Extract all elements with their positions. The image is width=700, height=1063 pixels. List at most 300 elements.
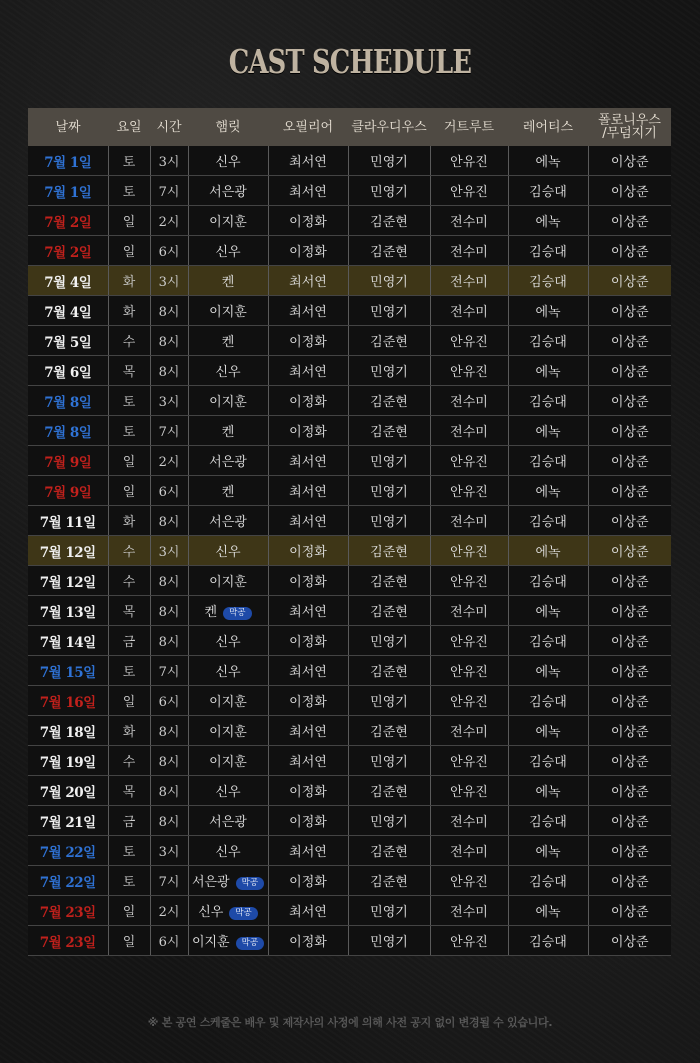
cell-polonius [588,356,671,386]
header-polonius: 폴로니우스 /무덤지기 [588,108,671,146]
header-day: 요일 [108,108,150,146]
gertrude-text: 전수미 [450,395,488,410]
polonius-text: 이상준 [610,245,649,260]
cell-hamlet [188,476,268,506]
gertrude-text: 안유진 [450,335,488,350]
day-text: 수 [122,545,136,560]
day-text: 토 [122,875,136,890]
cell-gertrude [430,536,508,566]
hamlet-text: 신우 [215,545,241,560]
cell-polonius [588,596,671,626]
cell-laertes [508,506,588,536]
cell-hamlet [188,836,268,866]
laertes-text: 김승대 [529,815,567,830]
cell-hamlet [188,596,268,626]
time-text: 8시 [158,575,180,590]
day-text: 화 [122,305,136,320]
gertrude-text: 전수미 [450,305,488,320]
claudius-text: 민영기 [370,365,408,380]
cell-claudius [348,536,430,566]
cell-date [28,746,108,776]
laertes-text: 김승대 [529,635,567,650]
day-text: 토 [122,155,136,170]
day-text: 수 [122,575,136,590]
time-text: 8시 [158,515,180,530]
cell-time [150,866,188,896]
cell-laertes [508,206,588,236]
table-row [28,836,671,866]
ophelia-text: 이정화 [289,875,327,890]
cell-claudius [348,476,430,506]
cell-polonius [588,866,671,896]
cell-claudius [348,356,430,386]
claudius-text: 김준현 [370,725,408,740]
cell-time [150,206,188,236]
hamlet-text: 켄 [221,425,235,440]
cell-gertrude [430,476,508,506]
cell-day [108,476,150,506]
cell-claudius [348,926,430,956]
date-text: 7월 9일 [44,484,92,501]
day-text: 목 [122,365,136,380]
laertes-text: 김승대 [529,335,567,350]
table-row [28,776,671,806]
cell-claudius [348,686,430,716]
cell-time [150,716,188,746]
cell-ophelia [268,746,348,776]
laertes-text: 김승대 [529,245,567,260]
ophelia-text: 최서연 [289,755,327,770]
cell-gertrude [430,836,508,866]
polonius-text: 이상준 [610,605,649,620]
cell-claudius [348,596,430,626]
hamlet-text: 서은광 [209,515,247,530]
cell-date [28,566,108,596]
claudius-text: 민영기 [370,635,408,650]
gertrude-text: 전수미 [450,905,488,920]
cell-laertes [508,596,588,626]
cell-ophelia [268,596,348,626]
hamlet-text: 신우 [198,905,224,920]
ophelia-text: 최서연 [289,185,327,200]
cell-date [28,926,108,956]
date-text: 7월 19일 [39,754,96,771]
cell-claudius [348,266,430,296]
cell-day [108,896,150,926]
time-text: 8시 [158,635,180,650]
hamlet-text: 켄 [221,485,235,500]
cell-day [108,416,150,446]
laertes-text: 에녹 [535,605,561,620]
hamlet-text: 신우 [215,785,241,800]
day-text: 일 [122,455,136,470]
cell-time [150,596,188,626]
time-text: 8시 [158,755,180,770]
cell-day [108,206,150,236]
hamlet-text: 이지훈 [209,755,247,770]
cell-date [28,236,108,266]
cell-claudius [348,716,430,746]
cell-time [150,836,188,866]
cell-ophelia [268,506,348,536]
cell-day [108,686,150,716]
cell-laertes [508,566,588,596]
ophelia-text: 이정화 [289,395,327,410]
time-text: 8시 [158,725,180,740]
cell-gertrude [430,686,508,716]
cell-day [108,506,150,536]
cell-hamlet [188,626,268,656]
cell-laertes [508,896,588,926]
cell-ophelia [268,356,348,386]
time-text: 8시 [158,605,180,620]
day-text: 수 [122,335,136,350]
cell-ophelia [268,866,348,896]
table-row [28,206,671,236]
polonius-text: 이상준 [610,545,649,560]
cell-gertrude [430,716,508,746]
cell-laertes [508,326,588,356]
polonius-text: 이상준 [610,695,649,710]
day-text: 일 [122,245,136,260]
table-row [28,506,671,536]
day-text: 목 [122,785,136,800]
claudius-text: 김준현 [370,605,408,620]
cell-claudius [348,416,430,446]
claudius-text: 민영기 [370,485,408,500]
cell-gertrude [430,776,508,806]
cell-time [150,476,188,506]
time-text: 7시 [158,425,180,440]
hamlet-text: 켄 [221,275,235,290]
cell-claudius [348,836,430,866]
cell-time [150,506,188,536]
ophelia-text: 이정화 [289,935,327,950]
gertrude-text: 전수미 [450,725,488,740]
claudius-text: 김준현 [370,245,408,260]
last-show-badge: 막공 [229,907,257,920]
time-text: 2시 [158,215,180,230]
time-text: 8시 [158,815,180,830]
cell-date [28,506,108,536]
polonius-text: 이상준 [610,275,649,290]
cell-hamlet [188,266,268,296]
cell-time [150,446,188,476]
hamlet-text: 켄 [204,605,218,620]
date-text: 7월 15일 [39,664,96,681]
last-show-badge: 막공 [223,607,251,620]
cell-ophelia [268,806,348,836]
cell-date [28,896,108,926]
last-show-badge: 막공 [236,937,264,950]
cell-polonius [588,566,671,596]
laertes-text: 김승대 [529,515,567,530]
cell-claudius [348,296,430,326]
hamlet-text: 서은광 [209,185,247,200]
cell-day [108,146,150,176]
cell-gertrude [430,926,508,956]
cell-ophelia [268,386,348,416]
ophelia-text: 이정화 [289,815,327,830]
day-text: 금 [122,815,136,830]
gertrude-text: 안유진 [450,695,488,710]
polonius-text: 이상준 [610,335,649,350]
cell-day [108,356,150,386]
cell-laertes [508,926,588,956]
hamlet-text: 서은광 [209,815,247,830]
laertes-text: 김승대 [529,275,567,290]
cell-time [150,806,188,836]
cell-claudius [348,326,430,356]
cell-hamlet [188,776,268,806]
cell-polonius [588,146,671,176]
time-text: 7시 [158,665,180,680]
cell-hamlet [188,536,268,566]
date-text: 7월 4일 [44,274,92,291]
cell-claudius [348,176,430,206]
cell-time [150,236,188,266]
day-text: 화 [122,275,136,290]
gertrude-text: 안유진 [450,575,488,590]
header-laertes: 레어티스 [508,108,588,146]
gertrude-text: 전수미 [450,275,488,290]
claudius-text: 민영기 [370,155,408,170]
cell-hamlet [188,746,268,776]
cell-date [28,716,108,746]
cell-claudius [348,386,430,416]
cell-time [150,176,188,206]
cell-polonius [588,386,671,416]
laertes-text: 김승대 [529,935,567,950]
cell-polonius [588,716,671,746]
cell-polonius [588,806,671,836]
claudius-text: 민영기 [370,935,408,950]
hamlet-text: 신우 [215,665,241,680]
cell-polonius [588,746,671,776]
cell-polonius [588,536,671,566]
cell-day [108,716,150,746]
table-row [28,146,671,176]
day-text: 토 [122,185,136,200]
claudius-text: 김준현 [370,575,408,590]
claudius-text: 민영기 [370,455,408,470]
cell-ophelia [268,716,348,746]
claudius-text: 민영기 [370,305,408,320]
laertes-text: 에녹 [535,545,561,560]
cell-day [108,746,150,776]
cell-laertes [508,446,588,476]
time-text: 7시 [158,875,180,890]
polonius-text: 이상준 [610,665,649,680]
table-row [28,926,671,956]
cell-ophelia [268,626,348,656]
cell-laertes [508,266,588,296]
date-text: 7월 8일 [44,424,92,441]
cell-time [150,926,188,956]
time-text: 8시 [158,785,180,800]
polonius-text: 이상준 [610,635,649,650]
gertrude-text: 전수미 [450,515,488,530]
table-row [28,866,671,896]
polonius-text: 이상준 [610,755,649,770]
cell-gertrude [430,896,508,926]
cell-claudius [348,806,430,836]
cell-laertes [508,716,588,746]
cell-polonius [588,896,671,926]
claudius-text: 김준현 [370,335,408,350]
day-text: 토 [122,665,136,680]
cell-claudius [348,866,430,896]
ophelia-text: 이정화 [289,545,327,560]
gertrude-text: 안유진 [450,755,488,770]
cell-polonius [588,206,671,236]
claudius-text: 김준현 [370,845,408,860]
polonius-text: 이상준 [610,305,649,320]
time-text: 2시 [158,905,180,920]
gertrude-text: 전수미 [450,845,488,860]
gertrude-text: 안유진 [450,485,488,500]
cast-schedule-table [28,108,671,956]
table-row [28,356,671,386]
cell-day [108,326,150,356]
claudius-text: 민영기 [370,185,408,200]
polonius-text: 이상준 [610,515,649,530]
cell-day [108,566,150,596]
cell-ophelia [268,146,348,176]
claudius-text: 민영기 [370,755,408,770]
cell-day [108,446,150,476]
cell-laertes [508,386,588,416]
cell-ophelia [268,416,348,446]
laertes-text: 에녹 [535,785,561,800]
date-text: 7월 1일 [44,154,92,171]
cell-gertrude [430,386,508,416]
cell-claudius [348,746,430,776]
cell-gertrude [430,326,508,356]
cell-gertrude [430,296,508,326]
time-text: 7시 [158,185,180,200]
header-hamlet: 햄릿 [188,108,268,146]
polonius-text: 이상준 [610,875,649,890]
cell-hamlet [188,656,268,686]
cell-hamlet [188,866,268,896]
gertrude-text: 전수미 [450,245,488,260]
cell-ophelia [268,566,348,596]
date-text: 7월 5일 [44,334,92,351]
cell-date [28,326,108,356]
claudius-text: 민영기 [370,815,408,830]
table-row [28,386,671,416]
laertes-text: 에녹 [535,305,561,320]
time-text: 8시 [158,305,180,320]
date-text: 7월 2일 [44,214,92,231]
cell-hamlet [188,806,268,836]
cell-day [108,176,150,206]
cell-date [28,836,108,866]
table-row [28,176,671,206]
gertrude-text: 전수미 [450,815,488,830]
cell-time [150,416,188,446]
polonius-text: 이상준 [610,725,649,740]
cell-time [150,566,188,596]
ophelia-text: 최서연 [289,365,327,380]
cell-date [28,386,108,416]
table-row [28,446,671,476]
polonius-text: 이상준 [610,905,649,920]
cell-time [150,386,188,416]
date-text: 7월 8일 [44,394,92,411]
cell-ophelia [268,926,348,956]
ophelia-text: 이정화 [289,575,327,590]
cell-laertes [508,356,588,386]
date-text: 7월 20일 [39,784,96,801]
hamlet-text: 신우 [215,155,241,170]
polonius-text: 이상준 [610,365,649,380]
hamlet-text: 켄 [221,335,235,350]
hamlet-text: 신우 [215,365,241,380]
day-text: 화 [122,515,136,530]
ophelia-text: 최서연 [289,725,327,740]
cell-day [108,656,150,686]
gertrude-text: 전수미 [450,215,488,230]
gertrude-text: 안유진 [450,935,488,950]
time-text: 6시 [158,245,180,260]
cell-ophelia [268,446,348,476]
claudius-text: 민영기 [370,905,408,920]
laertes-text: 에녹 [535,365,561,380]
table-row [28,806,671,836]
gertrude-text: 안유진 [450,155,488,170]
cell-polonius [588,686,671,716]
cell-hamlet [188,176,268,206]
cell-laertes [508,806,588,836]
cell-laertes [508,236,588,266]
cell-polonius [588,836,671,866]
polonius-text: 이상준 [610,395,649,410]
cell-ophelia [268,326,348,356]
ophelia-text: 최서연 [289,275,327,290]
cell-gertrude [430,236,508,266]
laertes-text: 에녹 [535,485,561,500]
ophelia-text: 이정화 [289,635,327,650]
cell-day [108,296,150,326]
ophelia-text: 최서연 [289,155,327,170]
table-row [28,716,671,746]
hamlet-text: 이지훈 [209,695,247,710]
date-text: 7월 22일 [39,874,96,891]
cell-hamlet [188,506,268,536]
ophelia-text: 최서연 [289,455,327,470]
cell-time [150,296,188,326]
cell-hamlet [188,686,268,716]
ophelia-text: 이정화 [289,785,327,800]
ophelia-text: 최서연 [289,665,327,680]
cell-hamlet [188,896,268,926]
laertes-text: 에녹 [535,425,561,440]
day-text: 토 [122,845,136,860]
cell-time [150,896,188,926]
cell-polonius [588,476,671,506]
cell-laertes [508,416,588,446]
table-row [28,746,671,776]
cell-day [108,236,150,266]
cell-gertrude [430,506,508,536]
ophelia-text: 이정화 [289,245,327,260]
laertes-text: 김승대 [529,185,567,200]
cell-date [28,536,108,566]
cell-polonius [588,656,671,686]
date-text: 7월 6일 [44,364,92,381]
